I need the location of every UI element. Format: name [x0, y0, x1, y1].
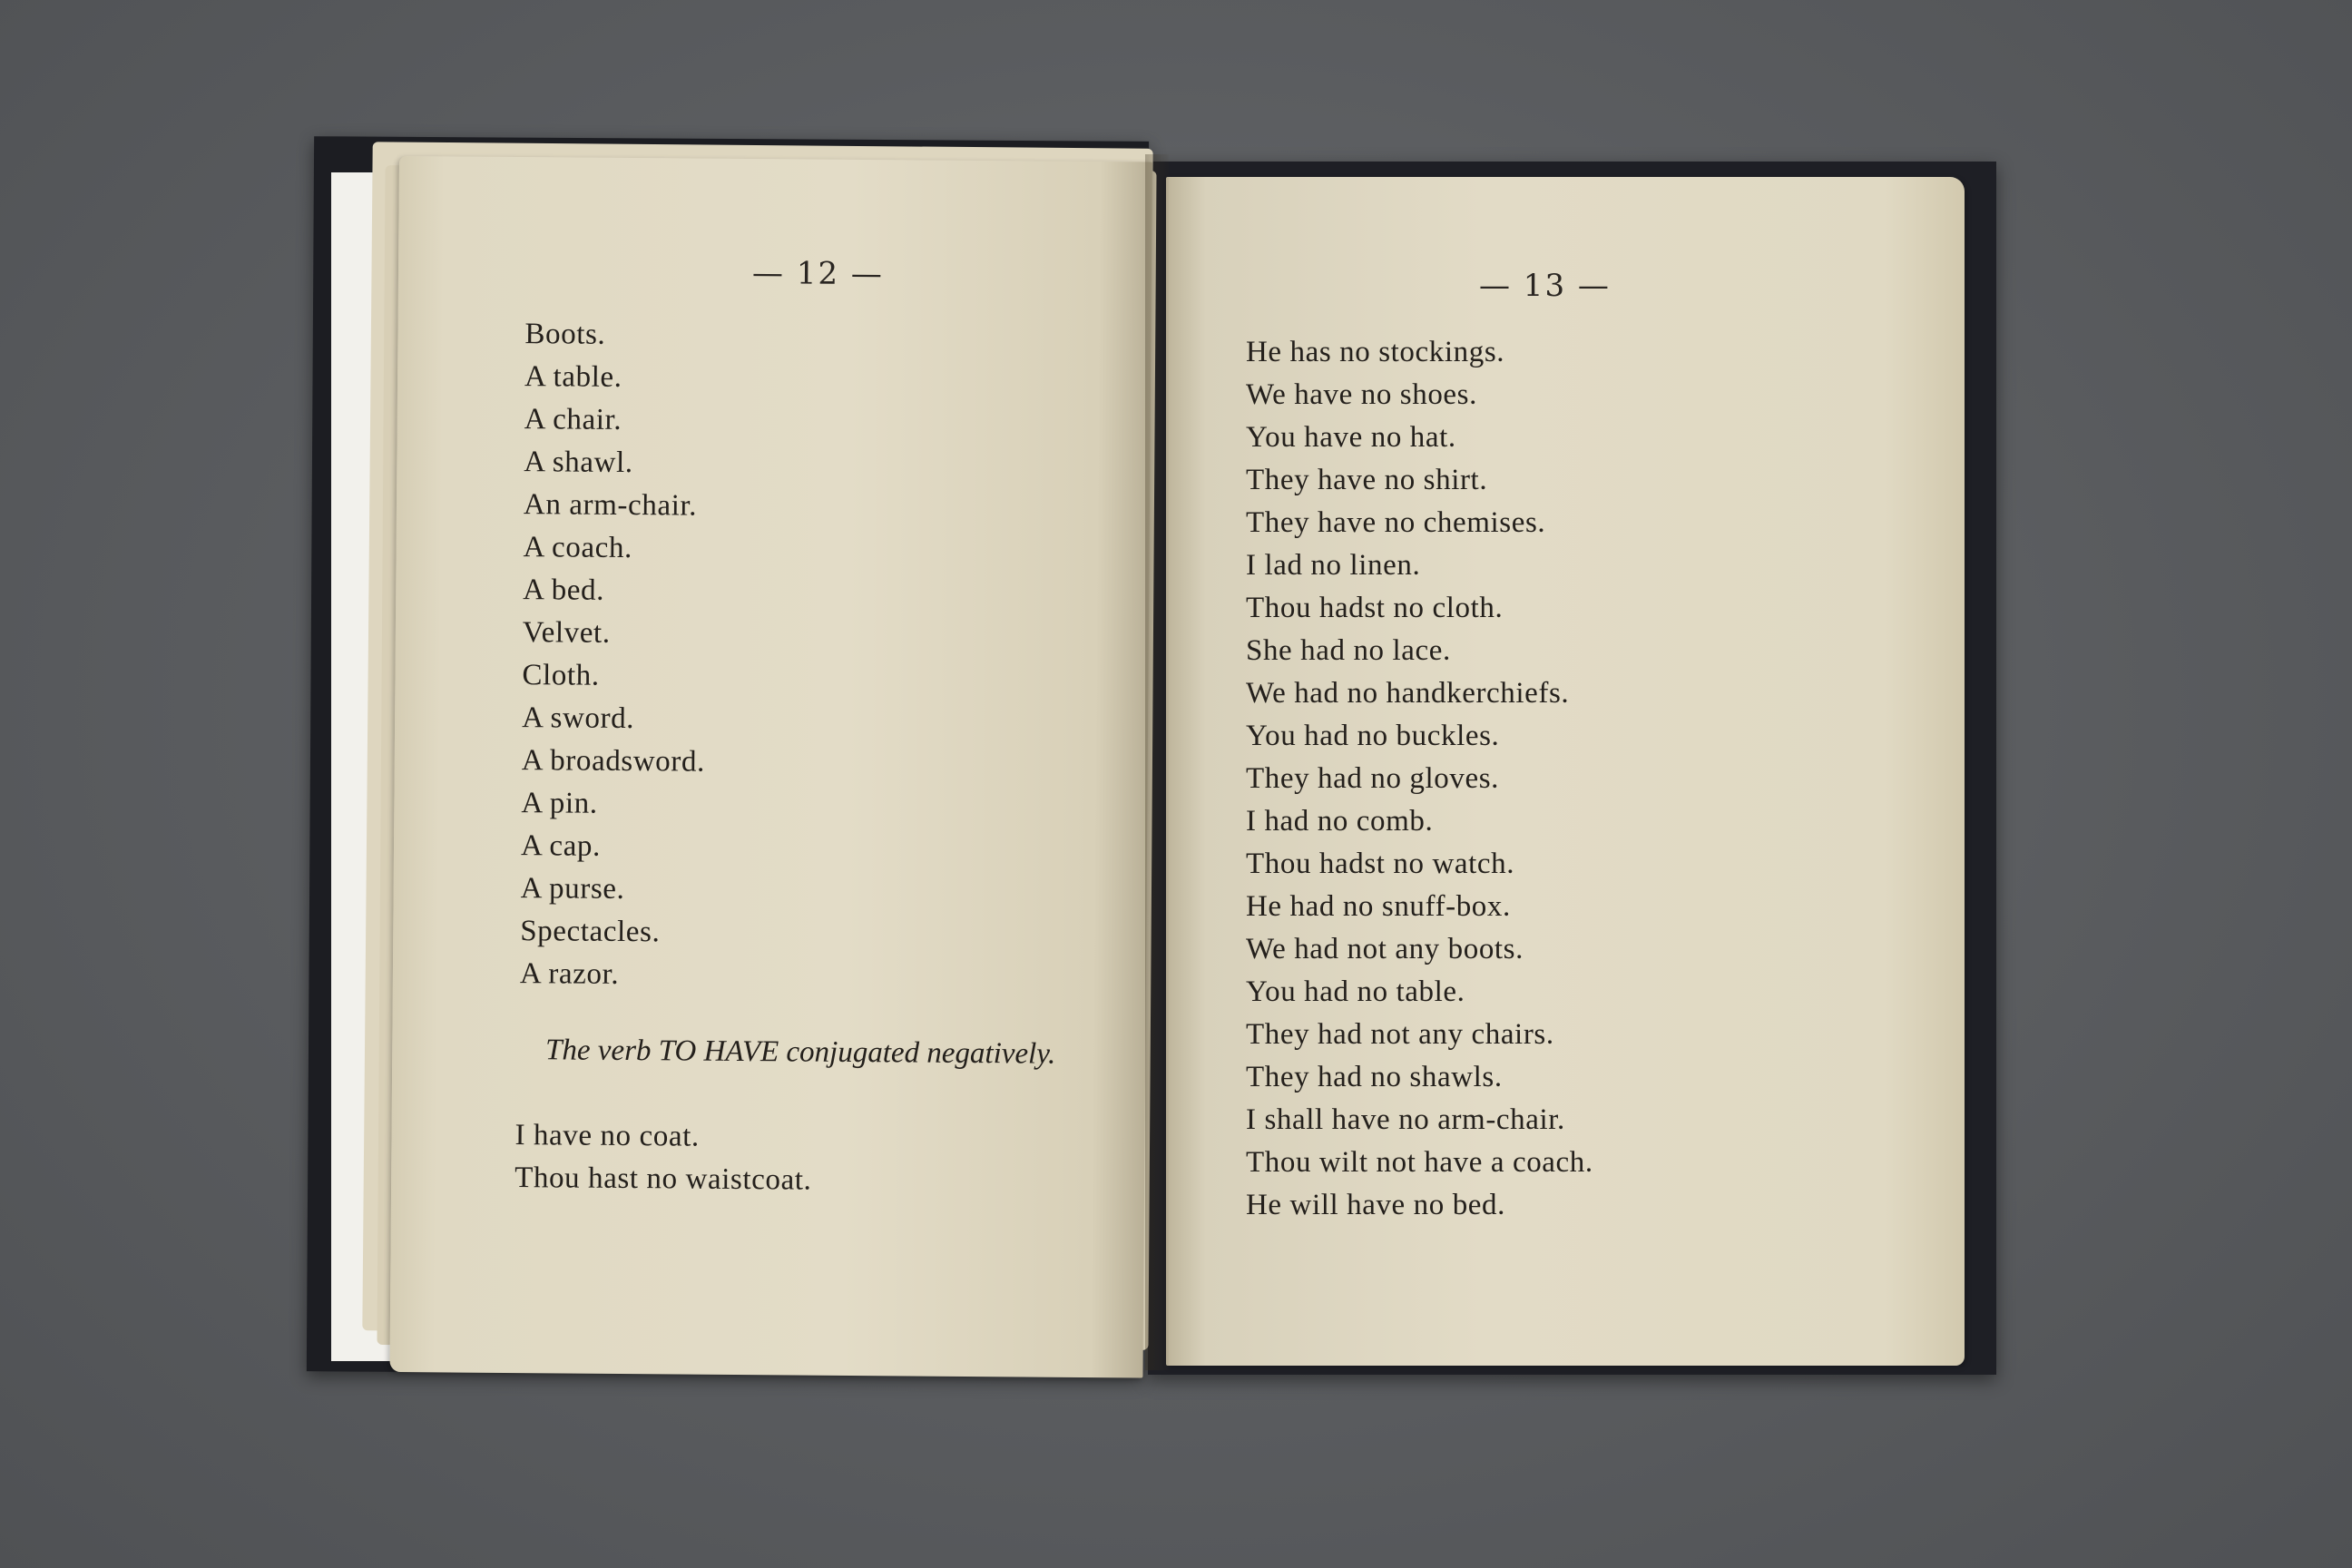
page-number-left: — 12 —	[751, 255, 885, 293]
conjugation-list	[514, 1114, 812, 1202]
vocabulary-line: A chair.	[524, 403, 622, 436]
sentence-line: They had not any chairs.	[1246, 1018, 1554, 1051]
left-page	[389, 156, 1152, 1377]
sentence-line: Thou hadst no cloth.	[1246, 592, 1504, 624]
conjugation-line: Thou hast no waistcoat.	[514, 1161, 812, 1197]
sentence-list	[1246, 331, 1593, 1227]
vocabulary-line: A cap.	[520, 829, 602, 863]
sentence-line: Thou wilt not have a coach.	[1246, 1146, 1593, 1179]
section-heading: The verb TO HAVE conjugated negatively.	[544, 1034, 1056, 1071]
vocabulary-line: A shawl.	[524, 446, 633, 480]
sentence-line: I lad no linen.	[1246, 549, 1421, 582]
sentence-line: We have no shoes.	[1246, 378, 1477, 411]
vocabulary-line: An arm-chair.	[523, 488, 698, 523]
sentence-line: He had no snuff-box.	[1246, 890, 1511, 923]
sentence-line: They had no gloves.	[1246, 762, 1500, 795]
sentence-line: Thou hadst no watch.	[1246, 848, 1515, 880]
sentence-line: You had no table.	[1246, 975, 1465, 1008]
vocabulary-line: Boots.	[524, 318, 606, 351]
vocabulary-list	[520, 313, 709, 997]
sentence-line: We had no handkerchiefs.	[1246, 677, 1570, 710]
conjugation-line: I have no coat.	[514, 1119, 700, 1153]
vocabulary-line: A broadsword.	[521, 744, 706, 779]
sentence-line: She had no lace.	[1246, 634, 1451, 667]
sentence-line: You had no buckles.	[1246, 720, 1500, 752]
sentence-line: He has no stockings.	[1246, 336, 1505, 368]
sentence-line: I had no comb.	[1246, 805, 1434, 838]
book-gutter	[1145, 154, 1169, 1370]
vocabulary-line: A razor.	[519, 957, 620, 991]
sentence-line: They have no shirt.	[1246, 464, 1488, 496]
right-page	[1166, 177, 1965, 1366]
vocabulary-line: Velvet.	[522, 616, 611, 650]
vocabulary-line: A coach.	[523, 531, 633, 565]
sentence-line: They had no shawls.	[1246, 1061, 1503, 1093]
vocabulary-line: Cloth.	[522, 659, 600, 692]
vocabulary-line: A purse.	[520, 872, 625, 906]
vocabulary-line: A pin.	[521, 787, 598, 820]
page-number-right: — 13 —	[1479, 268, 1611, 304]
vocabulary-line: Spectacles.	[520, 915, 661, 949]
sentence-line: He will have no bed.	[1246, 1189, 1506, 1221]
vocabulary-line: A sword.	[522, 701, 635, 736]
vocabulary-line: A table.	[524, 360, 622, 394]
sentence-line: They have no chemises.	[1246, 506, 1546, 539]
sentence-line: I shall have no arm-chair.	[1246, 1103, 1565, 1136]
sentence-line: You have no hat.	[1246, 421, 1456, 454]
sentence-line: We had not any boots.	[1246, 933, 1524, 965]
vocabulary-line: A bed.	[523, 573, 605, 607]
